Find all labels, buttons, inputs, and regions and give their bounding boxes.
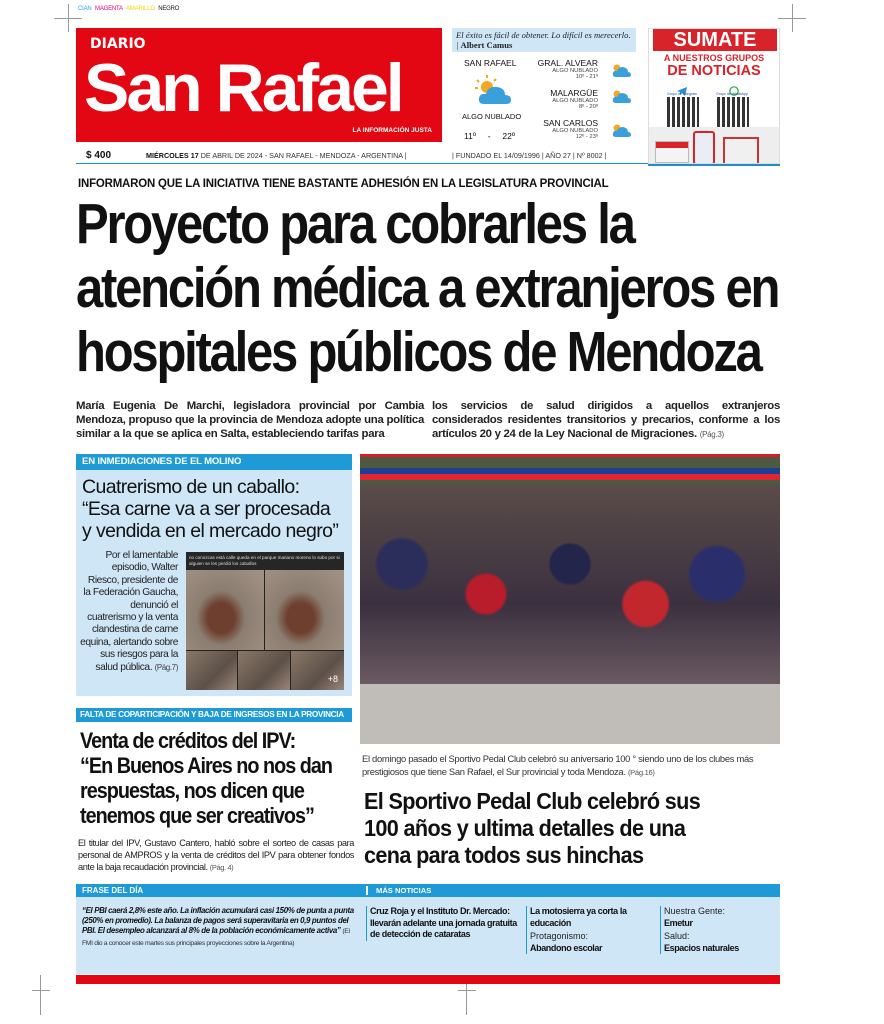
masthead-pretitle: DIARIO [90,36,146,52]
weather-max: 22º [502,131,515,141]
story-ipv-body [78,837,354,874]
tablet-thumbnail [723,137,759,164]
news-headline: La motosierra ya corta la educación [530,906,627,928]
weather-sep: - [487,131,491,141]
news-groups-promo[interactable] [648,28,780,164]
main-lead-col2 [432,399,780,442]
ground [360,684,780,744]
newspaper-thumbnail [655,141,689,163]
body-text: El titular del IPV, Gustavo Cantero, habló sobre el sorteo de casas para personal de AMPROS y la venta de créditos del IPV para obtener fondos ante la baja recaudación provincial. [78,838,354,872]
more-photos-count: +8 [327,674,338,684]
weather-city [528,118,598,140]
more-news-item[interactable] [660,906,778,954]
crop-mark [68,4,69,32]
weather-main-temps [464,131,515,141]
news-section: Salud: [664,931,690,941]
story-title [82,476,352,542]
quote-author: Albert Camus [460,40,513,50]
story-ipv-title[interactable] [80,728,350,828]
photo-thumbnail [238,650,291,690]
mas-noticias-label: MÁS NOTICIAS [376,886,432,895]
dateline-day: 17 [190,151,199,160]
weather-main-city: SAN RAFAEL [464,58,517,68]
story-pedal-title[interactable] [364,788,760,869]
weather-city-name: GRAL. ALVEAR [537,58,598,68]
lead-text: los servicios de salud dirigidos a aquellos extranjeros considerados residentes transitorios y precarios, conforme a los artículos 20 y 24 de la Ley Nacional de Migraciones. [432,400,780,440]
weather-city [528,88,598,110]
main-story-kicker: INFORMARON QUE LA INICIATIVA TIENE BASTANTE ADHESIÓN EN LA LEGISLATURA PROVINCIAL [78,176,609,190]
title-line: “Esa carne va a ser procesada [82,498,331,520]
horse-image [265,570,344,650]
page-ref: (Pág.3) [699,430,724,439]
title-line: y vendida en el mercado negro” [82,520,339,542]
weather-panel [452,54,642,146]
weather-main-condition: ALGO NUBLADO [462,112,522,121]
news-item: Emetur [664,917,693,928]
cmyk-cyan: CIAN [78,6,92,12]
dateline-rest: DE ABRIL DE 2024 - SAN RAFAEL - MENDOZA - ARGENTINA | [200,151,407,160]
pedal-club-photo [360,454,780,744]
crop-mark [32,990,50,991]
photo-thumbnail [186,650,238,690]
cmyk-magenta: MAGENTA [95,6,123,12]
story-body [80,550,178,674]
photo-border [360,454,780,457]
whatsapp-qr-code[interactable] [717,97,749,129]
section-label: FALTA DE COPARTICIPACIÓN Y BAJA DE INGRESOS EN LA PROVINCIA [76,708,352,722]
main-headline[interactable] [76,192,779,384]
main-lead-col1: María Eugenia De Marchi, legisladora provincial por Cambia Mendoza, propuso que la provincia de Mendoza adopte una política similar a la que se aplica en Salta, estableciendo tarifas para [76,400,424,440]
cmyk-color-bar [78,6,181,12]
page-ref: (Pág. 4) [209,863,234,872]
title-line: tenemos que ser creativos” [80,803,314,828]
partly-cloudy-icon [610,62,632,80]
news-item: Espacios naturales [664,942,739,953]
crop-mark [458,990,476,991]
news-section: Nuestra Gente: [664,906,726,916]
bottom-box [76,884,780,974]
headline-line: hospitales públicos de Mendoza [76,320,761,384]
horse-photo [186,552,344,690]
news-headline: Cruz Roja y el Instituto Dr. Mercado: llevarán adelante una jornada gratuita de detección de cataratas [370,906,517,939]
more-news-item[interactable] [366,906,524,941]
title-line: cena para todos sus hinchas [364,842,644,868]
frase-del-dia [82,906,358,949]
weather-city-condition: ALGO NUBLADO [552,98,598,104]
dateline [146,151,407,160]
title-line: Cuatrerismo de un caballo: [82,476,300,498]
divider [648,164,780,166]
frase-quote: “El PBI caerá 2,8% este año. La inflación acumulará casi 150% de punta a punta (250% en promedio). La balanza de pagos será superavitaria en 0,9 puntos del PBI. El desempleo alcanzará al 8% de la población económicamente activa” [82,906,354,936]
news-item: Abandono escolar [530,942,603,953]
page-ref: (Pág.16) [627,767,655,777]
divider [366,886,368,895]
pedal-photo-caption [362,753,782,779]
more-news-item[interactable] [526,906,656,954]
title-line: El Sportivo Pedal Club celebró sus [364,788,701,814]
partly-cloudy-icon [474,74,514,110]
masthead[interactable] [76,28,442,142]
phone-thumbnail [693,131,715,164]
promo-line2: DE NOTICIAS [667,63,761,79]
body-text: Por el lamentable episodio, Walter Riesco, presidente de la Federación Gaucha, denunció el cuatrerismo y la venta clandestina de carne equina, alertando sobre sus riesgos para la salud pública. [80,550,178,673]
photo-caption: no conozcas está calle queda en el parque mariano moreno lo subo por si alguien se les perdió los caballos [186,552,344,570]
cmyk-black: NEGRO [158,6,180,12]
weather-city [528,58,598,80]
quote-of-day [452,28,636,52]
dateline-weekday: MIÉRCOLES [146,151,189,160]
weather-city-name: SAN CARLOS [543,118,598,128]
promo-title: SUMATE [653,29,777,51]
telegram-qr-code[interactable] [667,97,699,129]
headline-line: Proyecto para cobrarles la [76,192,634,256]
weather-city-range: 8º - 20º [578,104,598,110]
weather-city-condition: ALGO NUBLADO [552,68,598,74]
caption-text: El domingo pasado el Sportivo Pedal Club celebró su aniversario 100 ° siendo uno de los clubes más prestigiosos que tiene San Rafael, el Sur provincial y toda Mendoza. [362,753,754,777]
headline-line: atención médica a extranjeros en [76,256,779,320]
title-line: Venta de créditos del IPV: [80,728,296,753]
horse-image [186,570,265,650]
weather-city-name: MALARGÜE [550,88,598,98]
weather-city-range: 10º - 21º [575,74,598,80]
news-section: Protagonismo: [530,931,589,941]
title-line: “En Buenos Aires no nos dan [80,753,332,778]
quote-text: El éxito es fácil de obtener. Lo difícil es merecerlo. | [456,30,631,50]
footer-red-bar [76,975,780,984]
page-ref: (Pág.7) [154,662,178,672]
crop-mark [40,975,41,1015]
photo-thumbnail [291,650,344,690]
partly-cloudy-icon [610,122,632,140]
cover-price: $ 400 [86,150,112,161]
flag-stripe-red [360,474,780,480]
section-label: EN INMEDIACIONES DE EL MOLINO [76,454,352,470]
title-line: 100 años y ultima detalles de una [364,815,686,841]
crop-mark [792,4,793,32]
crowd-image [360,484,780,684]
whatsapp-label: Grupo de WhatsApp [716,92,748,96]
weather-city-condition: ALGO NUBLADO [552,128,598,134]
frase-label: FRASE DEL DÍA [82,886,144,895]
masthead-tagline: LA INFORMACIÓN JUSTA [352,127,432,134]
promo-line1: A NUESTROS GRUPOS [663,53,765,63]
promo-devices-image [649,127,779,164]
title-line: respuestas, nos dicen que [80,778,304,803]
weather-min: 11º [464,131,476,141]
telegram-label: Grupo de Telegram [667,92,697,96]
story-horse-box[interactable] [76,454,352,696]
cmyk-yellow: AMARILLO [125,6,155,12]
partly-cloudy-icon [610,88,632,106]
weather-city-range: 12º - 23º [575,134,598,140]
founded-info: | FUNDADO EL 14/09/1996 | AÑO 27 | Nº 8002 | [452,151,607,160]
newspaper-logo: San Rafael [84,50,402,126]
frase-source: (El FMI dio a conocer este martes sus principales proyecciones sobre la Argentina) [82,928,350,947]
